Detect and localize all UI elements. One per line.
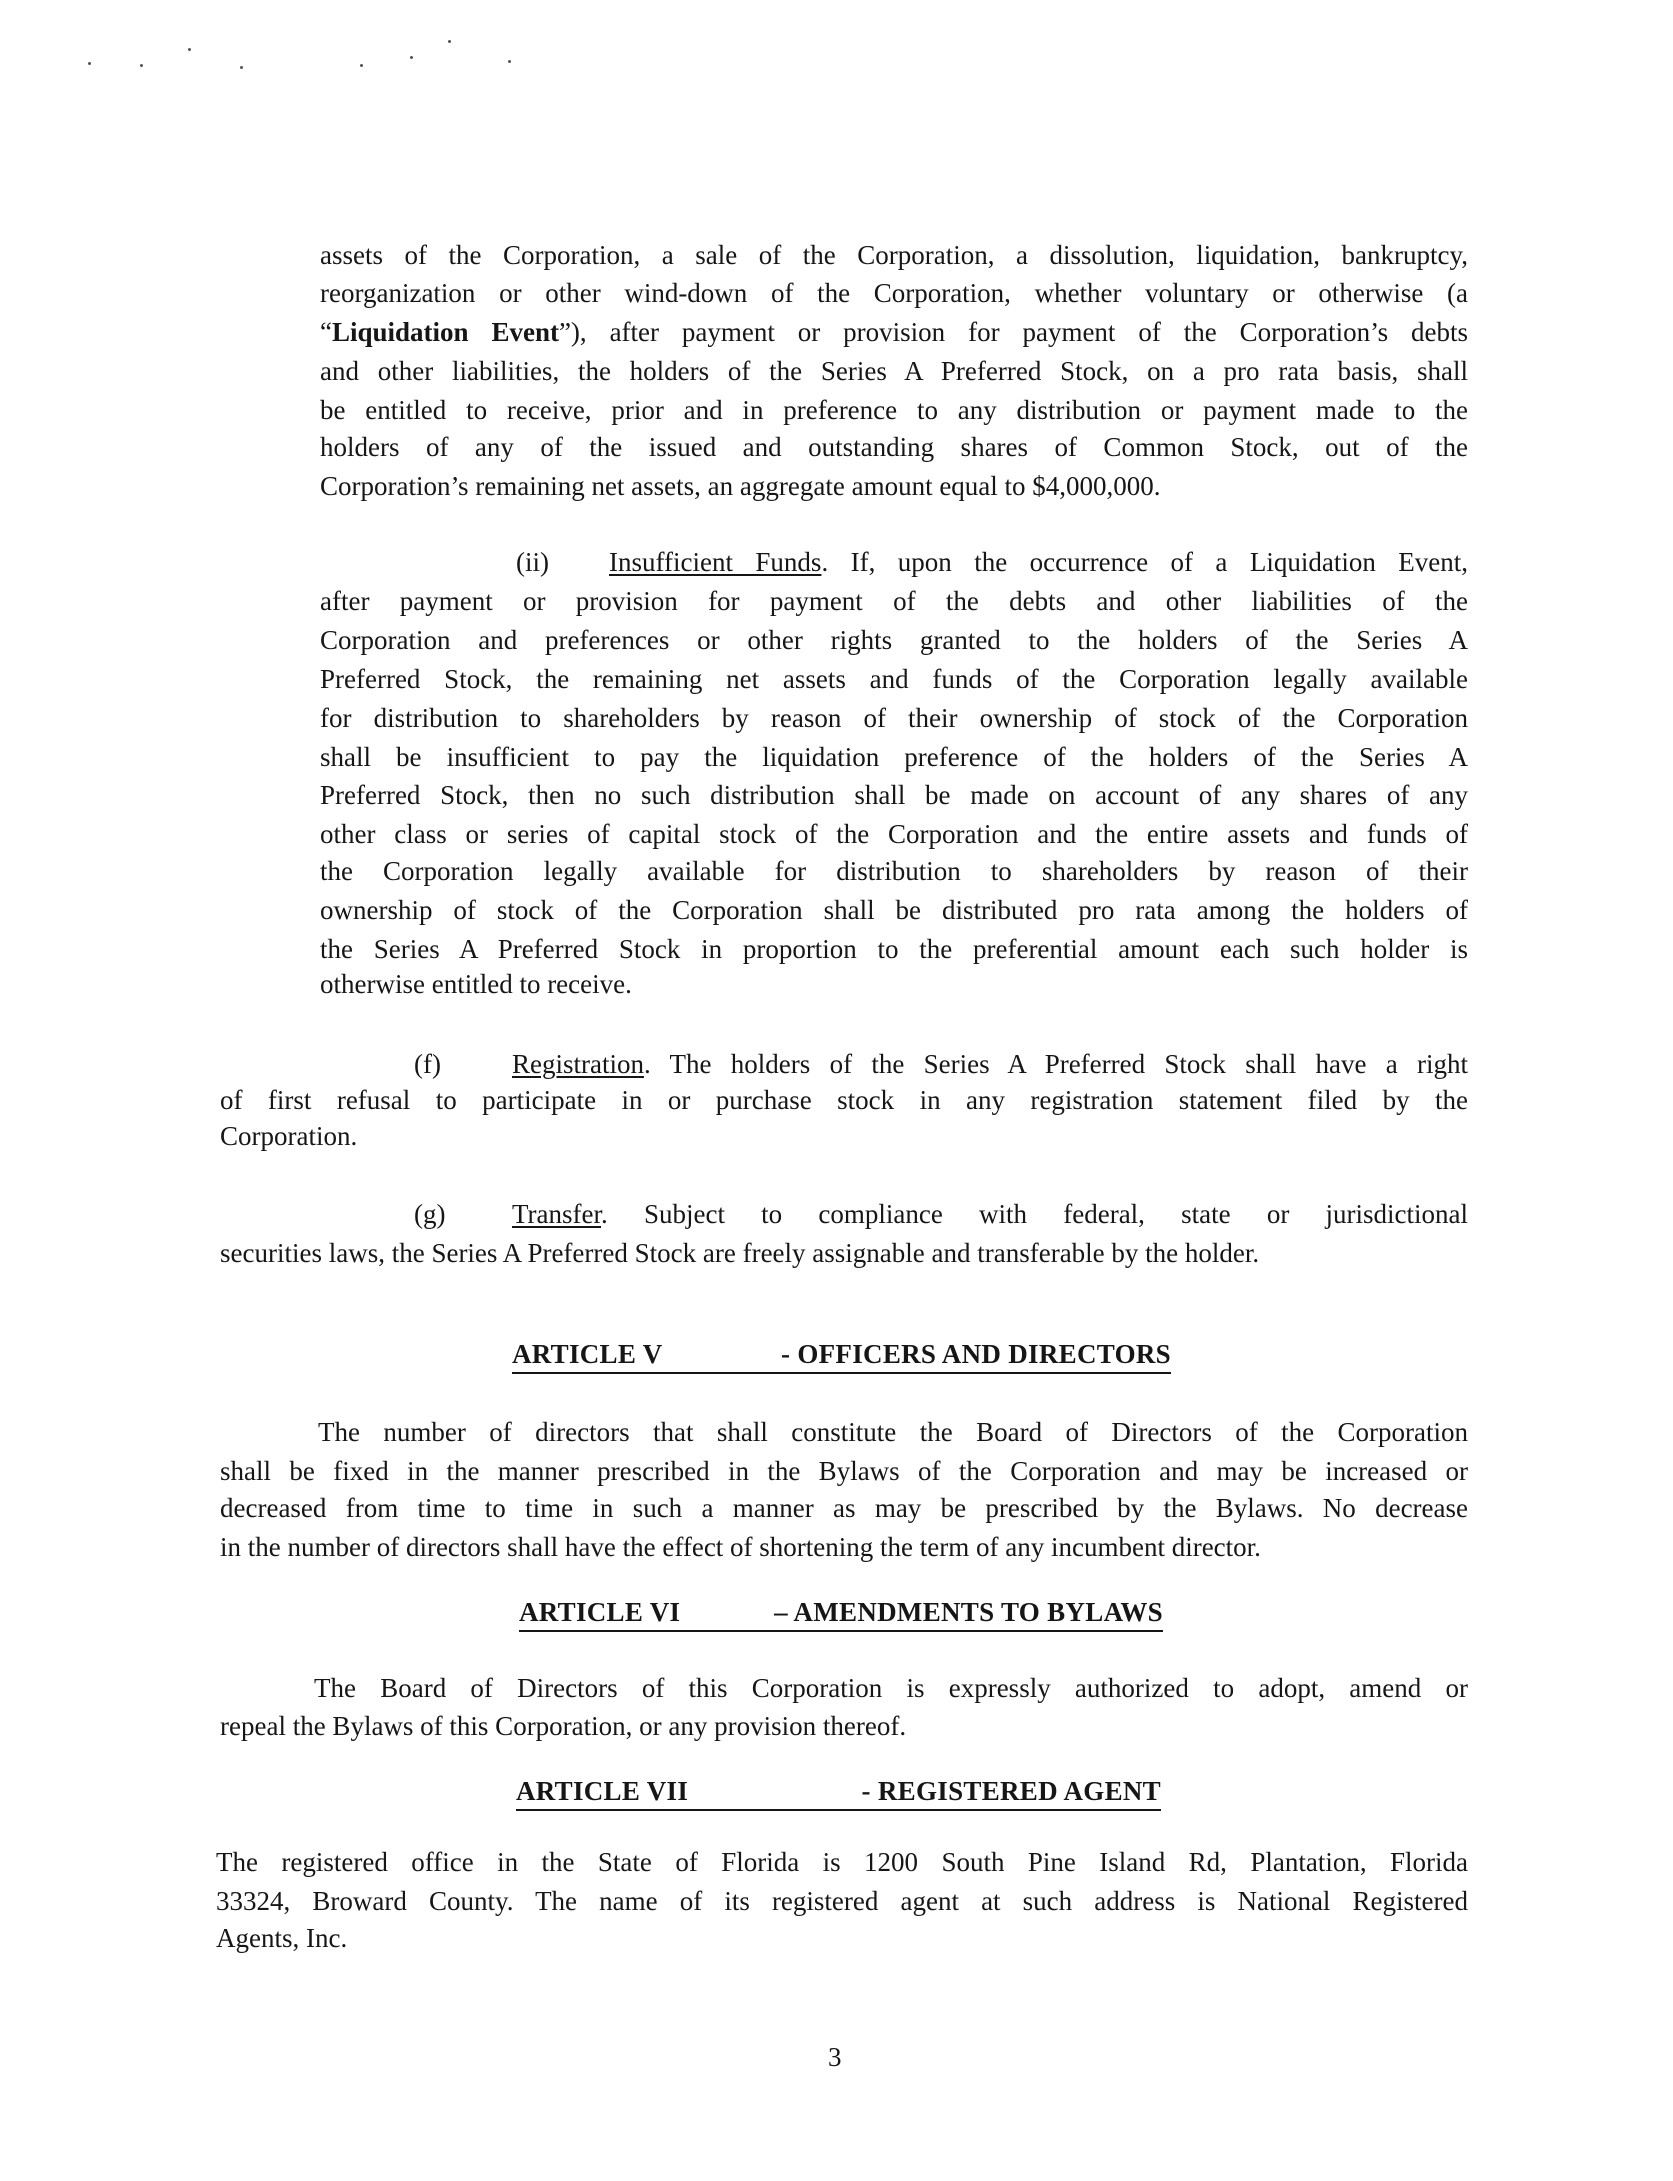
text-segment: the Series A Preferred Stock in proportion to the preferential amount each such holder is	[320, 934, 1468, 964]
text-line	[320, 468, 1468, 504]
heading-left: ARTICLE V	[512, 1339, 663, 1369]
text-line	[216, 1844, 1468, 1880]
text-segment: other class or series of capital stock of the Corporation and the entire assets and funds of	[320, 819, 1468, 849]
text-line	[320, 314, 1468, 350]
scan-speck	[88, 62, 91, 65]
text-segment: of first refusal to participate in or purchase stock in any registration statement filed by the	[220, 1085, 1468, 1115]
text-segment: 33324, Broward County. The name of its registered agent at such address is National Registered	[216, 1886, 1468, 1916]
text-segment: the Corporation legally available for distribution to shareholders by reason of their	[320, 856, 1468, 886]
text-segment: otherwise entitled to receive.	[320, 969, 632, 999]
text-line	[220, 1082, 1468, 1118]
text-segment: ownership of stock of the Corporation shall be distributed pro rata among the holders of	[320, 895, 1468, 925]
text-line	[220, 1708, 1468, 1744]
text-segment: Corporation.	[220, 1121, 358, 1151]
section-heading: Transfer	[512, 1199, 602, 1229]
heading-left: ARTICLE VII	[516, 1776, 689, 1806]
text-segment: holders of any of the issued and outstanding shares of Common Stock, out of the	[320, 432, 1468, 462]
scan-speck	[508, 60, 511, 63]
text-segment: and other liabilities, the holders of the Series A Preferred Stock, on a pro rata basis, shall	[320, 356, 1468, 386]
heading-right: – AMENDMENTS TO BYLAWS	[774, 1597, 1163, 1627]
text-segment: decreased from time to time in such a manner as may be prescribed by the Bylaws. No decrease	[220, 1493, 1468, 1523]
text-line	[216, 1883, 1468, 1919]
text-segment: assets of the Corporation, a sale of the Corporation, a dissolution, liquidation, bankruptcy,	[320, 240, 1468, 270]
text-line	[320, 275, 1468, 311]
text-line	[220, 1118, 1468, 1154]
section-heading: Insufficient Funds	[609, 547, 822, 577]
text-segment: . Subject to compliance with federal, state or jurisdictional	[601, 1199, 1468, 1229]
section-label: (g)	[414, 1199, 446, 1229]
text-segment: after payment or provision for payment of the debts and other liabilities of the	[320, 586, 1468, 616]
text-segment: . If, upon the occurrence of a Liquidation Event,	[821, 547, 1468, 577]
text-line	[320, 853, 1468, 889]
text-line	[320, 237, 1468, 273]
text-line	[220, 1490, 1468, 1526]
text-line	[320, 816, 1468, 852]
text-segment: . The holders of the Series A Preferred Stock shall have a right	[643, 1049, 1468, 1079]
text-segment: in the number of directors shall have the effect of shortening the term of any incumbent director.	[220, 1532, 1261, 1562]
text-segment: for distribution to shareholders by reason of their ownership of stock of the Corporation	[320, 703, 1468, 733]
text-segment: Corporation’s remaining net assets, an aggregate amount equal to $4,000,000.	[320, 471, 1161, 501]
scan-speck	[240, 66, 243, 69]
text-segment: The Board of Directors of this Corporation is expressly authorized to adopt, amend or	[314, 1673, 1468, 1703]
section-heading: Registration	[512, 1049, 644, 1079]
text-segment: The registered office in the State of Florida is 1200 South Pine Island Rd, Plantation, Florida	[216, 1847, 1468, 1877]
text-line	[516, 544, 1468, 580]
text-line	[220, 1529, 1468, 1565]
text-segment: securities laws, the Series A Preferred Stock are freely assignable and transferable by the holder.	[220, 1238, 1260, 1268]
text-line	[220, 1453, 1468, 1489]
text-line	[320, 622, 1468, 658]
heading-left: ARTICLE VI	[519, 1597, 681, 1627]
article-v-heading	[512, 1336, 1171, 1374]
heading-right: - REGISTERED AGENT	[861, 1776, 1161, 1806]
text-line	[220, 1235, 1468, 1271]
heading-right: - OFFICERS AND DIRECTORS	[780, 1339, 1171, 1369]
scan-speck	[140, 64, 143, 67]
text-segment: “	[320, 317, 332, 347]
text-line	[216, 1920, 1468, 1956]
article-vii-heading	[516, 1773, 1161, 1811]
text-line	[320, 661, 1468, 697]
text-segment: The number of directors that shall constitute the Board of Directors of the Corporation	[318, 1417, 1468, 1447]
defined-term: Liquidation Event	[331, 317, 559, 347]
text-segment: Preferred Stock, the remaining net assets and funds of the Corporation legally available	[320, 664, 1468, 694]
text-segment: reorganization or other wind-down of the Corporation, whether voluntary or otherwise (a	[320, 278, 1468, 308]
text-segment: repeal the Bylaws of this Corporation, or any provision thereof.	[220, 1711, 907, 1741]
text-segment: Agents, Inc.	[216, 1923, 348, 1953]
text-line	[318, 1414, 1468, 1450]
text-line	[320, 429, 1468, 465]
text-segment: ”), after payment or provision for payment of the Corporation’s debts	[558, 317, 1468, 347]
section-label: (ii)	[516, 547, 549, 577]
text-line	[320, 739, 1468, 775]
text-segment: be entitled to receive, prior and in preference to any distribution or payment made to the	[320, 395, 1468, 425]
text-line	[320, 931, 1468, 967]
scan-speck	[188, 48, 191, 51]
article-vi-heading	[519, 1594, 1163, 1632]
text-line	[320, 353, 1468, 389]
text-segment: Corporation and preferences or other rights granted to the holders of the Series A	[320, 625, 1468, 655]
text-line	[320, 700, 1468, 736]
section-label: (f)	[414, 1049, 441, 1079]
text-segment: Preferred Stock, then no such distribution shall be made on account of any shares of any	[320, 780, 1468, 810]
page-number: 3	[828, 2042, 842, 2072]
scan-speck	[448, 40, 451, 43]
text-line	[414, 1046, 1468, 1082]
text-segment: shall be fixed in the manner prescribed in the Bylaws of the Corporation and may be increased or	[220, 1456, 1468, 1486]
text-line	[320, 392, 1468, 428]
text-line	[320, 583, 1468, 619]
text-line	[414, 1196, 1468, 1232]
text-line	[320, 892, 1468, 928]
text-line	[320, 966, 1468, 1002]
text-segment: shall be insufficient to pay the liquidation preference of the holders of the Series A	[320, 742, 1468, 772]
scan-speck	[410, 56, 413, 59]
text-line	[320, 777, 1468, 813]
text-line	[314, 1670, 1468, 1706]
scan-speck	[360, 64, 363, 67]
